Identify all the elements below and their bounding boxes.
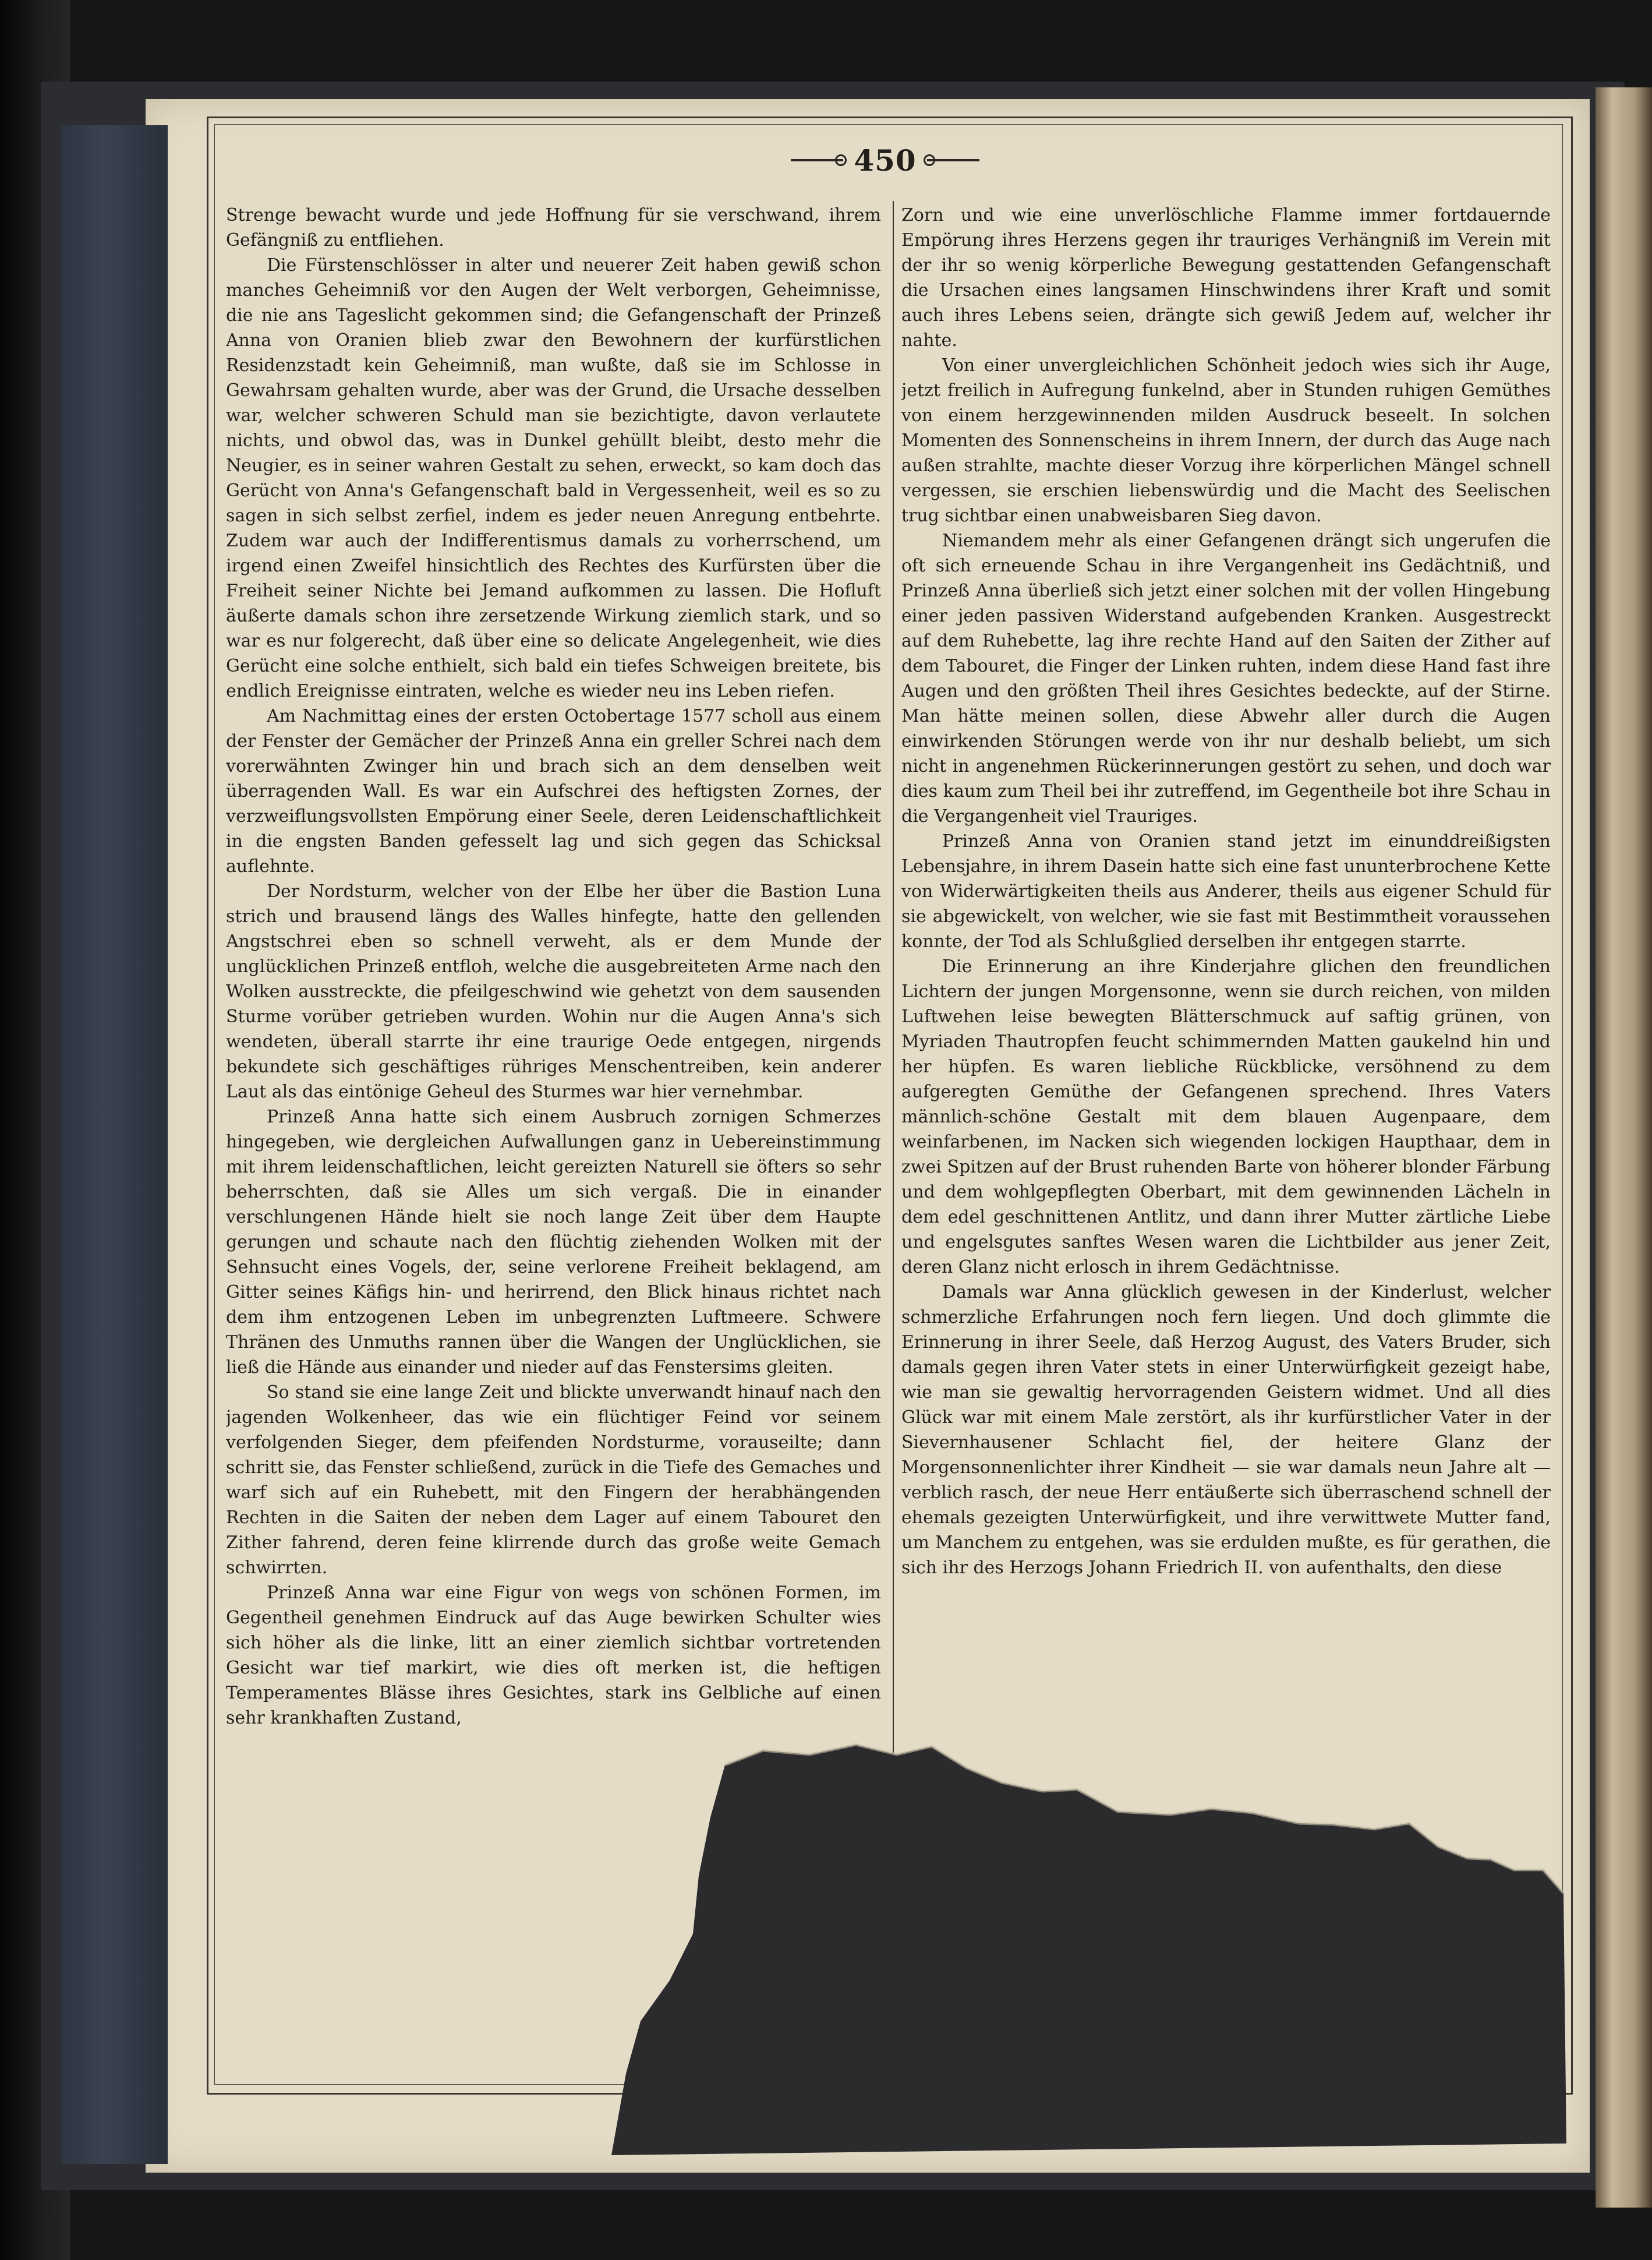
paragraph: Zorn und wie eine unverlöschliche Flamme immer fortdauernde Empörung ihres Herzens gegen ihr trauriges Verhängniß im Verein mit der ihr so wenig körperliche Bewegung gestattenden Gefangenschaft die Ursachen eines langsamen Hinschwindens ihrer Kraft und somit auch ihres Lebens seien, drängte sich gewiß Jedem auf, welcher ihr nahte. xyxy=(901,205,1551,351)
paragraph: Prinzeß Anna hatte sich einem Ausbruch zornigen Schmerzes hingegeben, wie dergleichen Aufwallungen ganz in Uebereinstimmung mit ihrem leidenschaftlichen, leicht gereizten Naturell sie öfters so sehr beherrschten, daß sie Alles um sich vergaß. Die in einander verschlungenen Hände hielt sie noch lange Zeit über dem Haupte gerungen und schaute nach den flüchtig ziehenden Wolken mit der Sehnsucht eines Vogels, der, seine verlorene Freiheit beklagend, am Gitter seines Käfigs hin- und herirrend, den Blick hinaus richtet nach dem ihm entzogenen Leben im unbegrenzten Luftmeere. Schwere Thränen des Unmuths rannen über die Wangen der Unglücklichen, sie ließ die Hände aus einander und nieder auf das Fenstersims gleiten. xyxy=(226,1107,881,1378)
paragraph: Niemandem mehr als einer Gefangenen drängt sich ungerufen die oft sich erneuende Schau in ihre Vergangenheit ins Gedächtniß, und Prinzeß Anna überließ sich jetzt einer solchen mit der vollen Hingebung einer jeden passiven Widerstand aufgebenden Kranken. Ausgestreckt auf dem Ruhebette, lag ihre rechte Hand auf den Saiten der Zither auf dem Tabouret, die Finger der Linken ruhten, indem diese Hand fast ihre Augen und den größten Theil ihres Gesichtes bedeckte, auf der Stirne. Man hätte meinen sollen, diese Abwehr aller durch die Augen einwirkenden Störungen werde von ihr nur deshalb beliebt, um sich nicht in angenehmen Rückerinnerungen gestört zu sehen, und doch war dies kaum zum Theil bei ihr zutreffend, im Gegentheile bot ihre Schau in die Vergangenheit viel Trauriges. xyxy=(901,531,1551,827)
tear-shape xyxy=(611,1745,1566,2155)
paragraph: Der Nordsturm, welcher von der Elbe her über die Bastion Luna strich und brausend längs des Walles hinfegte, hatte den gellenden Angstschrei eben so schnell verweht, als er dem Munde der unglücklichen Prinzeß entfloh, welche die ausgebreiteten Arme nach den Wolken ausstreckte, die pfeilgeschwind wie gehetzt von dem sausenden Sturme vorüber getrieben wurden. Wohin nur die Augen Anna's sich wendeten, überall starrte ihr eine traurige Oede entgegen, nirgends bekundete sich geschäftiges rühriges Menschentreiben, kein anderer Laut als das eintönige Geheul des Sturmes war hier vernehmbar. xyxy=(226,881,881,1102)
paragraph: Strenge bewacht wurde und jede Hoffnung für sie verschwand, ihrem Gefängniß zu entfliehen. xyxy=(226,205,881,250)
paragraph: Die Fürstenschlösser in alter und neuerer Zeit haben gewiß schon manches Geheimniß vor den Augen der Welt verborgen, Geheimnisse, die nie ans Tageslicht gekommen sind; die Gefangenschaft der Prinzeß Anna von Oranien blieb zwar den Bewohnern der kurfürstlichen Residenzstadt kein Geheimniß, man wußte, daß sie im Schlosse in Gewahrsam gehalten wurde, aber was der Grund, die Ursache desselben war, welcher schweren Schuld man sie bezichtigte, davon verlautete nichts, und obwol das, was in Dunkel gehüllt bleibt, desto mehr die Neugier, es in seiner wahren Gestalt zu sehen, erweckt, so kam doch das Gerücht von Anna's Gefangenschaft bald in Vergessenheit, weil es so zu sagen in sich selbst zerfiel, indem es jeder neuen Anregung entbehrte. Zudem war auch der Indifferentismus damals zu vorherrschend, um irgend einen Zweifel hinsichtlich des Rechtes des Kurfürsten über die Freiheit seiner Nichte bei Jemand aufkommen zu lassen. Die Hofluft äußerte damals schon ihre zersetzende Wirkung ziemlich stark, und so war es nur folgerecht, daß über eine so delicate Angelegenheit, wie dies Gerücht eine solche enthielt, sich bald ein tiefes Schweigen breitete, bis endlich Ereignisse eintraten, welche es wieder neu ins Leben riefen. xyxy=(226,255,881,701)
paragraph: Die Erinnerung an ihre Kinderjahre glichen den freundlichen Lichtern der jungen Morgensonne, wenn sie durch reichen, von milden Luftwehen leise bewegten Blätterschmuck auf saftig grünen, von Myriaden Thautropfen feucht schimmernden Matten gaukelnd hin und her hüpfen. Es waren liebliche Rückblicke, versöhnend zu dem aufgeregten Gemüthe der Gefangenen sprechend. Ihres Vaters männlich-schöne Gestalt mit dem blauen Augenpaare, dem weinfarbenen, im Nacken sich wiegenden lockigen Haupthaar, dem in zwei Spitzen auf der Brust ruhenden Barte von höherer blonder Färbung und dem wohlgepflegten Oberbart, mit dem gewinnenden Lächeln in dem edel geschnittenen Antlitz, und dann ihrer Mutter zärtliche Liebe und engelsgutes sanftes Wesen waren die Lichtbilder aus jener Zeit, deren Glanz nicht erlosch in ihrem Gedächtnisse. xyxy=(901,956,1551,1277)
paragraph: Am Nachmittag eines der ersten Octobertage 1577 scholl aus einem der Fenster der Gemächer der Prinzeß Anna ein greller Schrei nach dem vorerwähnten Zwinger hin und brach sich an dem denselben weit überragenden Wall. Es war ein Aufschrei des heftigsten Zornes, der verzweiflungsvollsten Empörung einer Seele, deren Leidenschaftlichkeit in die engsten Banden gefesselt lag und sich gegen das Schicksal auflehnte. xyxy=(226,706,881,877)
paragraph: So stand sie eine lange Zeit und blickte unverwandt hinauf nach den jagenden Wolkenheer, das wie ein flüchtiger Feind vor seinem verfolgenden Sieger, dem pfeifenden Nordsturme, vorauseilte; dann schritt sie, das Fenster schließend, zurück in die Tiefe des Gemaches und warf sich auf ein Ruhebett, mit den Fingern der herabhängenden Rechten in die Saiten der neben dem Lager auf einem Tabouret den Zither fahrend, deren feine klirrende durch das große weite Gemach schwirrten. xyxy=(226,1382,881,1578)
page-number: 450 xyxy=(854,143,917,178)
paragraph: Prinzeß Anna war eine Figur von wegs von schönen Formen, im Gegentheil genehmen Eindruck auf das Auge bewirken Schulter wies sich höher als die linke, litt an einer ziemlich sichtbar vortretenden Gesicht war tief markirt, wie dies oft merken ist, die heftigen Temperamentes Blässe ihres Gesichtes, stark ins Gelbliche auf einen sehr krankhaften Zustand, xyxy=(226,1583,881,1728)
paragraph: Prinzeß Anna von Oranien stand jetzt im einunddreißigsten Lebensjahre, in ihrem Dasein hatte sich eine fast ununterbrochene Kette von Widerwärtigkeiten theils aus Anderer, theils aus eigener Schuld für sie abgewickelt, von welcher, wie sie fast mit Bestimmtheit voraussehen konnte, der Tod als Schlußglied derselben ihr entgegen starrte. xyxy=(901,831,1551,952)
paragraph: Damals war Anna glücklich gewesen in der Kinderlust, welcher schmerzliche Erfahrungen noch fern liegen. Und doch glimmte die Erinnerung in ihrer Seele, daß Herzog August, des Vaters Bruder, sich damals gegen ihren Vater stets in einer Unterwürfigkeit gezeigt habe, wie man sie gewaltig hervorragenden Geistern widmet. Und all dies Glück war mit einem Male zerstört, als ihr kurfürstlicher Vater in der Sievernhausener Schlacht fiel, der heitere Glanz der Morgensonnenlichter ihrer Kindheit — sie war damals neun Jahre alt — verblich rasch, der neue Herr entäußerte sich überraschend schnell der ehemals gezeigten Unterwürfigkeit, und ihre verwittwete Mutter fand, um Manchem zu entgehen, was sie erdulden mußte, es für gerathen, die sich ihr des Herzogs Johann Friedrich II. von aufenthalts, den diese xyxy=(901,1282,1551,1578)
paragraph: Von einer unvergleichlichen Schönheit jedoch wies sich ihr Auge, jetzt freilich in Aufregung funkelnd, aber in Stunden ruhigen Gemüthes von einem herzgewinnenden milden Ausdruck beseelt. In solchen Momenten des Sonnenscheins in ihrem Innern, der durch das Auge nach außen strahlte, machte dieser Vorzug ihre körperlichen Mängel schnell vergessen, sie erschien liebenswürdig und die Macht des Seelischen trug sichtbar einen unabweisbaren Sieg davon. xyxy=(901,355,1551,526)
